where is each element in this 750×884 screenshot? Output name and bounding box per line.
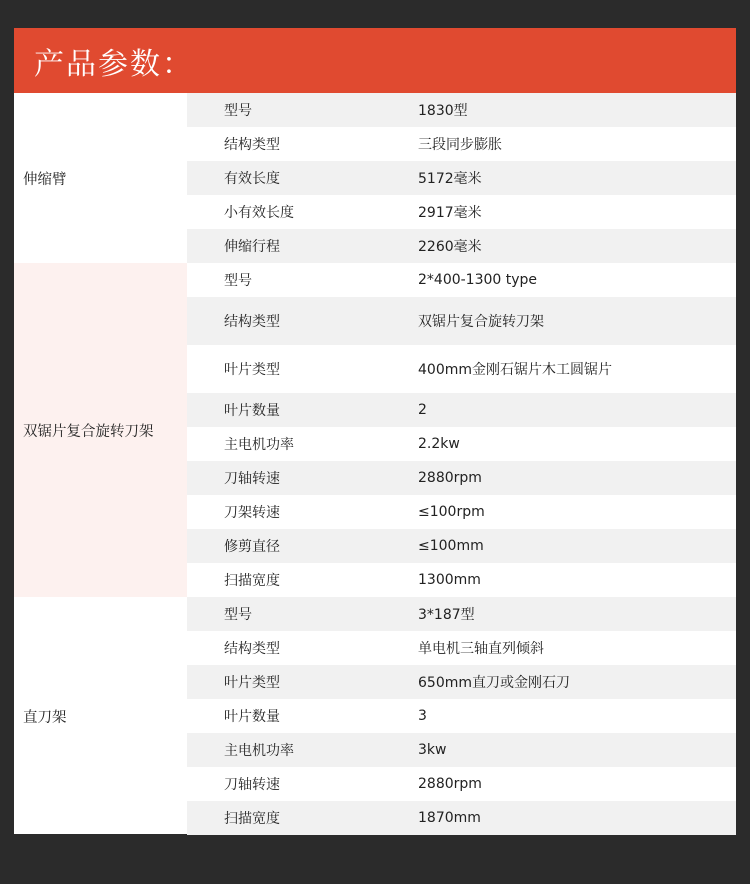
group-rows — [187, 597, 736, 835]
spec-value: 双锯片复合旋转刀架 — [418, 314, 544, 330]
spec-row — [187, 733, 736, 767]
spec-value: 400mm金刚石锯片木工圆锯片 — [418, 362, 612, 378]
spec-key: 伸缩行程 — [224, 239, 280, 255]
spec-row — [187, 161, 736, 195]
spec-row — [187, 699, 736, 733]
spec-row — [187, 297, 736, 345]
spec-row — [187, 631, 736, 665]
spec-value: 3*187型 — [418, 607, 475, 623]
spec-row — [187, 461, 736, 495]
group-rows — [187, 263, 736, 597]
spec-row — [187, 427, 736, 461]
spec-row — [187, 263, 736, 297]
spec-row — [187, 393, 736, 427]
spec-row — [187, 495, 736, 529]
spec-key: 刀轴转速 — [224, 471, 280, 487]
spec-value: 5172毫米 — [418, 171, 482, 187]
spec-value: 2917毫米 — [418, 205, 482, 221]
spec-row — [187, 229, 736, 263]
spec-value: 2.2kw — [418, 436, 460, 452]
spec-value: 3 — [418, 708, 427, 724]
spec-key: 主电机功率 — [224, 743, 294, 759]
spec-key: 刀架转速 — [224, 505, 280, 521]
spec-key: 主电机功率 — [224, 437, 294, 453]
spec-row — [187, 345, 736, 393]
spec-value: 2880rpm — [418, 470, 482, 486]
spec-key: 结构类型 — [224, 314, 280, 330]
spec-key: 型号 — [224, 607, 252, 623]
spec-value: 1870mm — [418, 810, 481, 826]
spec-value: 2 — [418, 402, 427, 418]
header-banner — [14, 28, 736, 93]
group-label: 伸缩臂 — [23, 171, 67, 188]
spec-key: 刀轴转速 — [224, 777, 280, 793]
spec-key: 叶片类型 — [224, 362, 280, 378]
spec-card — [14, 28, 736, 834]
spec-key: 结构类型 — [224, 641, 280, 657]
spec-key: 结构类型 — [224, 137, 280, 153]
spec-value: 3kw — [418, 742, 447, 758]
spec-key: 小有效长度 — [224, 205, 294, 221]
spec-value: 650mm直刀或金刚石刀 — [418, 675, 570, 691]
spec-value: 2*400-1300 type — [418, 272, 538, 288]
spec-key: 扫描宽度 — [224, 573, 280, 589]
spec-row — [187, 665, 736, 699]
group-label: 直刀架 — [23, 709, 67, 726]
group-label: 双锯片复合旋转刀架 — [14, 263, 187, 597]
spec-row — [187, 195, 736, 229]
spec-value: 1830型 — [418, 103, 468, 119]
spec-value: 三段同步膨胀 — [418, 137, 502, 153]
spec-key: 有效长度 — [224, 171, 280, 187]
group-rows — [187, 93, 736, 263]
spec-row — [187, 127, 736, 161]
spec-key: 扫描宽度 — [224, 811, 280, 827]
spec-key: 叶片数量 — [224, 403, 280, 419]
spec-value: 2260毫米 — [418, 239, 482, 255]
spec-key: 型号 — [224, 103, 252, 119]
spec-table — [14, 93, 736, 835]
spec-key: 叶片类型 — [224, 675, 280, 691]
spec-value: ≤100rpm — [418, 504, 485, 520]
page-title: 产品参数： — [34, 46, 194, 82]
spec-key: 修剪直径 — [224, 539, 280, 555]
spec-row — [187, 597, 736, 631]
spec-row — [187, 801, 736, 835]
spec-row — [187, 563, 736, 597]
spec-group — [14, 93, 736, 263]
spec-value: 单电机三轴直列倾斜 — [418, 641, 544, 657]
spec-row — [187, 529, 736, 563]
spec-key: 型号 — [224, 273, 252, 289]
spec-value: ≤100mm — [418, 538, 484, 554]
spec-row — [187, 93, 736, 127]
spec-value: 1300mm — [418, 572, 481, 588]
spec-value: 2880rpm — [418, 776, 482, 792]
spec-group — [14, 597, 736, 835]
spec-row — [187, 767, 736, 801]
spec-key: 叶片数量 — [224, 709, 280, 725]
spec-group — [14, 263, 736, 597]
